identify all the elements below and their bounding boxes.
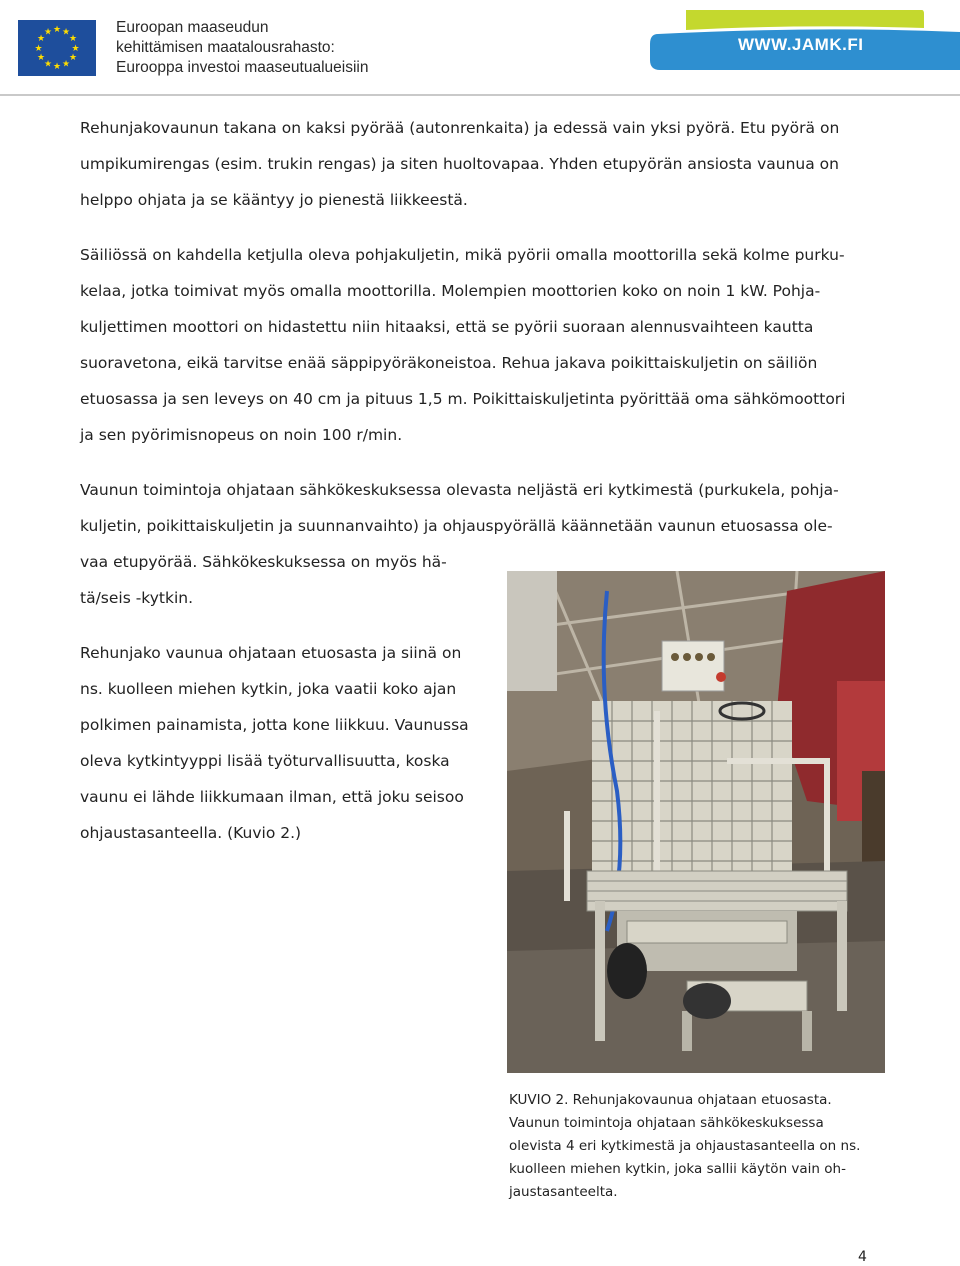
fund-line: Eurooppa investoi maaseutualueisiin [116, 59, 369, 76]
caption-line: olevista 4 eri kytkimestä ja ohjaustasanteella on ns. [509, 1138, 861, 1154]
fund-line: Euroopan maaseudun [116, 19, 269, 36]
caption-line: kuolleen miehen kytkin, joka sallii käytön vain oh- [509, 1161, 846, 1177]
caption-line: Vaunun toimintoja ohjataan sähkökeskuksessa [509, 1115, 824, 1131]
page-number: 4 [858, 1249, 867, 1265]
text-line: polkimen painamista, jotta kone liikkuu. Vaunussa [80, 716, 469, 734]
svg-text:★: ★ [43, 59, 53, 70]
text-line: etuosassa ja sen leveys on 40 cm ja pituus 1,5 m. Poikittaiskuljetinta pyörittää oma sähkömoottori [80, 390, 846, 408]
text-line: ns. kuolleen miehen kytkin, joka vaatii koko ajan [80, 680, 457, 698]
text-line: umpikumirengas (esim. trukin rengas) ja siten huoltovapaa. Yhden etupyörän ansiosta vaunua on [80, 155, 839, 173]
text-line: Rehunjakovaunun takana on kaksi pyörää (autonrenkaita) ja edessä vain yksi pyörä. Etu pyörä on [80, 119, 840, 137]
svg-text:★: ★ [61, 27, 71, 38]
svg-text:★: ★ [71, 44, 80, 54]
text-line: kelaa, jotka toimivat myös omalla moottorilla. Molempien moottorien koko on noin 1 kW. Pohja- [80, 282, 821, 300]
page-header [0, 0, 960, 96]
svg-text:★: ★ [36, 34, 46, 44]
text-line: kuljettimen moottori on hidastettu niin hitaaksi, että se pyörii suoraan alennusvaihteen kautta [80, 318, 814, 336]
text-line: ja sen pyörimisnopeus on noin 100 r/min. [80, 426, 403, 444]
text-line: kuljetin, poikittaiskuljetin ja suunnanvaihto) ja ohjauspyörällä käännetään vaunun etuosassa ole- [80, 517, 833, 535]
svg-text:★: ★ [52, 62, 62, 72]
text-line: Vaunun toimintoja ohjataan sähkökeskuksessa olevasta neljästä eri kytkimestä (purkukela, pohja- [80, 481, 839, 499]
figure-caption [509, 1089, 899, 1204]
feed-wagon-photo [507, 571, 885, 1073]
text-line: tä/seis -kytkin. [80, 589, 194, 607]
text-line: Rehunjako vaunua ohjataan etuosasta ja siinä on [80, 644, 462, 662]
fund-line: kehittämisen maatalousrahasto: [116, 39, 335, 56]
text-line: oleva kytkintyyppi lisää työturvallisuutta, koska [80, 752, 450, 770]
svg-text:★: ★ [36, 53, 46, 63]
text-line: vaa etupyörää. Sähkökeskuksessa on myös hä- [80, 553, 447, 571]
eu-flag-icon [18, 20, 96, 76]
svg-text:★: ★ [61, 59, 71, 70]
text-line: ohjaustasanteella. (Kuvio 2.) [80, 824, 302, 842]
svg-text:★: ★ [68, 34, 78, 44]
paragraph-wheels [80, 110, 839, 218]
svg-text:★: ★ [34, 44, 43, 54]
text-line: vaunu ei lähde liikkumaan ilman, että joku seisoo [80, 788, 464, 806]
svg-text:★: ★ [52, 25, 62, 35]
paragraph-conveyors [80, 237, 846, 453]
text-line: helppo ohjata ja se kääntyy jo pienestä liikkeestä. [80, 191, 468, 209]
caption-line: jaustasanteelta. [509, 1184, 618, 1200]
text-line: Säiliössä on kahdella ketjulla oleva pohjakuljetin, mikä pyörii omalla moottorilla sekä kolme purku- [80, 246, 845, 264]
text-line: suoravetona, eikä tarvitse enää säppipyöräkoneistoa. Rehua jakava poikittaiskuljetin on säiliön [80, 354, 818, 372]
caption-line: KUVIO 2. Rehunjakovaunua ohjataan etuosasta. [509, 1092, 832, 1108]
svg-text:★: ★ [68, 53, 78, 63]
svg-text:★: ★ [43, 27, 53, 38]
eu-fund-text [116, 18, 368, 78]
header-divider [0, 94, 960, 96]
paragraph-safety-switch [80, 635, 469, 851]
website-link[interactable]: WWW.JAMK.FI [738, 35, 864, 54]
